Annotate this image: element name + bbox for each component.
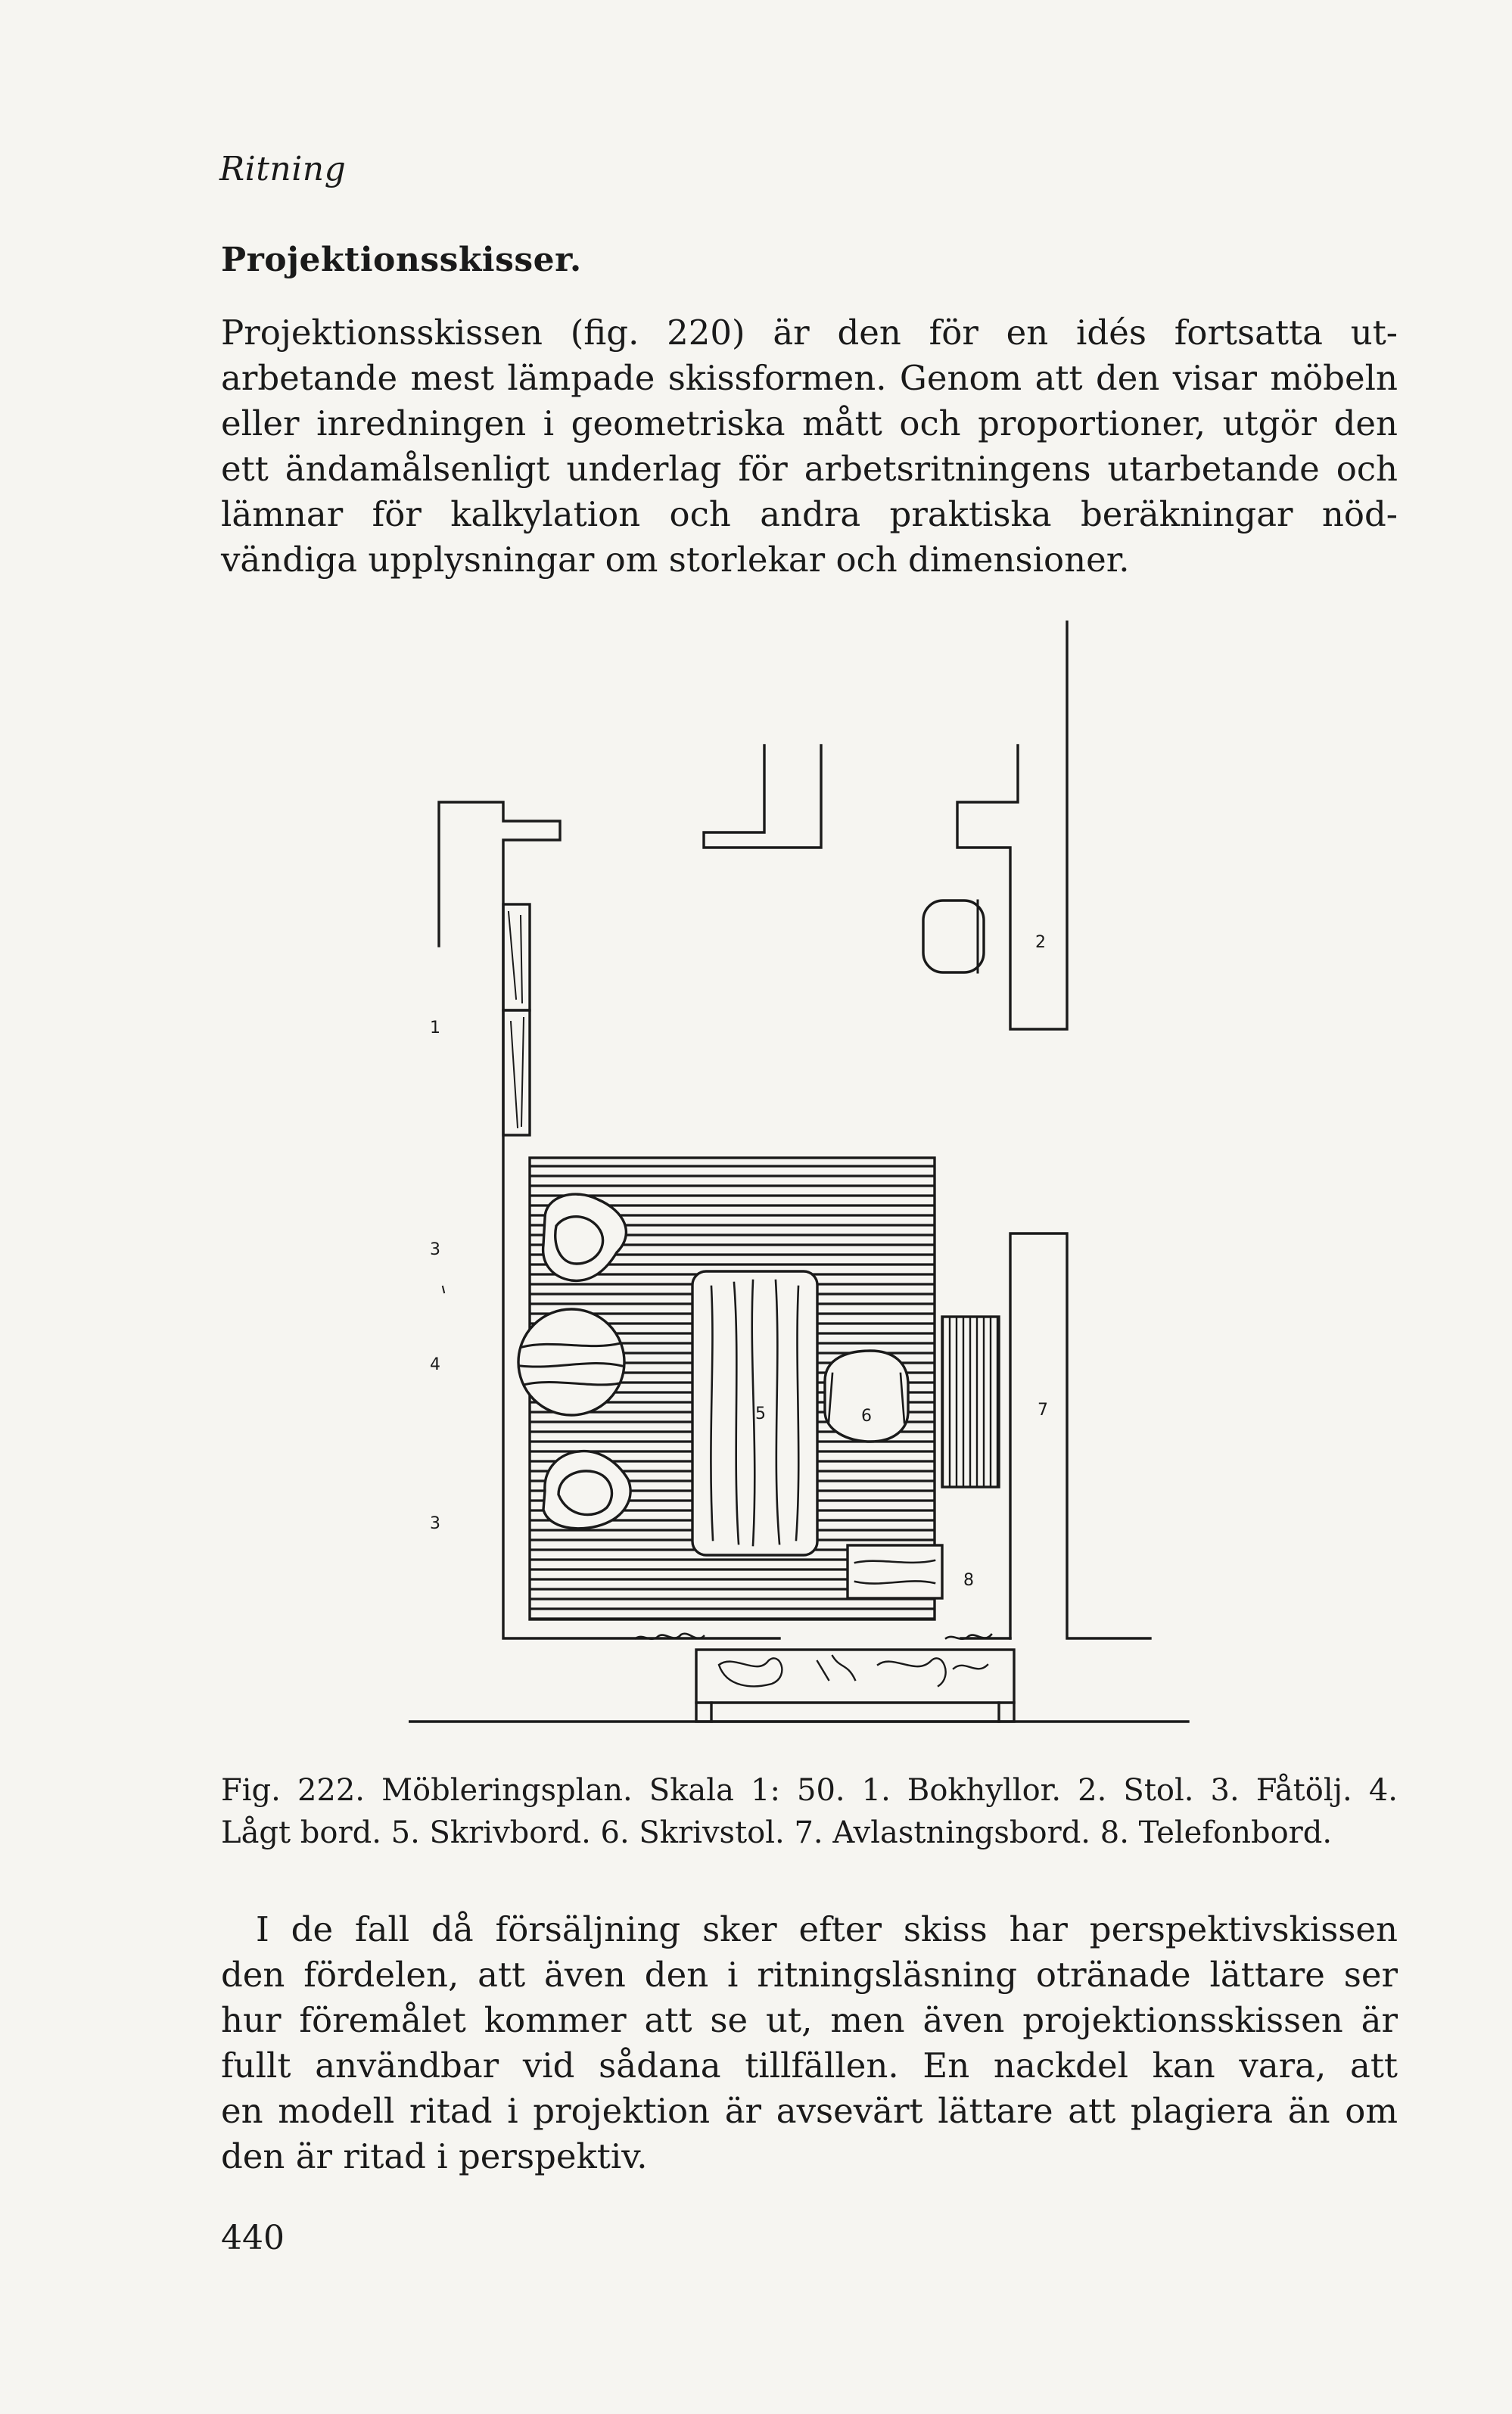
- bookshelf-upper: [503, 904, 530, 1010]
- furniture-plan-figure: [409, 621, 1203, 1741]
- paragraph-line: eller inredningen i geometriska mått och proportioner, utgör den: [221, 403, 1398, 443]
- desk-chair: [825, 1351, 908, 1442]
- sideboard: [942, 1317, 999, 1487]
- paragraph-line: I de fall då försäljning sker efter skiss har perspektivskissen: [256, 1909, 1398, 1949]
- label-armchair-bottom: 3: [430, 1514, 440, 1533]
- running-head: Ritning: [219, 150, 347, 188]
- label-chair: 2: [1035, 933, 1046, 952]
- label-bookshelves: 1: [430, 1019, 440, 1037]
- label-armchair-top: 3: [430, 1240, 440, 1259]
- caption-line: Lågt bord. 5. Skrivbord. 6. Skrivstol. 7. Avlastningsbord. 8. Telefonbord.: [221, 1815, 1333, 1850]
- paragraph-line: arbetande mest lämpade skissformen. Genom att den visar möbeln: [221, 358, 1398, 398]
- plants: [719, 1656, 988, 1686]
- page-number: 440: [221, 2219, 285, 2257]
- furniture-plan-drawing: [409, 621, 1203, 1741]
- label-sideboard: 7: [1038, 1401, 1048, 1420]
- label-desk-chair: 6: [861, 1407, 872, 1426]
- figure-caption: [221, 1769, 1398, 1854]
- paragraph-line: vändiga upplysningar om storlekar och dimensioner.: [221, 540, 1130, 580]
- room-wall-top-middle: [704, 745, 821, 848]
- paragraph-line: den är ritad i perspektiv.: [221, 2136, 648, 2176]
- label-telephone-table: 8: [963, 1571, 974, 1590]
- paragraph-2: [221, 1907, 1398, 2179]
- paragraph-line: en modell ritad i projektion är avsevärt lättare att plagiera än om: [221, 2091, 1398, 2131]
- label-low-table: 4: [430, 1355, 440, 1374]
- room-wall-top-right: [957, 621, 1067, 1029]
- paragraph-line: lämnar för kalkylation och andra praktiska beräkningar nöd-: [221, 494, 1398, 534]
- paragraph-line: hur föremålet kommer att se ut, men även projektionsskissen är: [221, 2000, 1398, 2040]
- paragraph-line: Projektionsskissen (fig. 220) är den för en idés fortsatta ut-: [221, 313, 1398, 353]
- paragraph-line: ett ändamålsenligt underlag för arbetsritningens utarbetande och: [221, 449, 1398, 489]
- caption-line: Fig. 222. Möbleringsplan. Skala 1: 50. 1. Bokhyllor. 2. Stol. 3. Fåtölj. 4.: [221, 1773, 1398, 1808]
- chair: [923, 901, 984, 972]
- label-desk: 5: [755, 1405, 766, 1423]
- low-table: [518, 1309, 624, 1415]
- paragraph-line: fullt användbar vid sådana tillfällen. En nackdel kan vara, att: [221, 2045, 1398, 2086]
- paragraph-line: den fördelen, att även den i ritningsläsning otränade lättare ser: [221, 1955, 1398, 1995]
- section-heading: Projektionsskisser.: [221, 241, 582, 279]
- room-wall-right: [1010, 1233, 1150, 1638]
- telephone-table: [848, 1545, 942, 1598]
- paragraph-1: [221, 310, 1398, 583]
